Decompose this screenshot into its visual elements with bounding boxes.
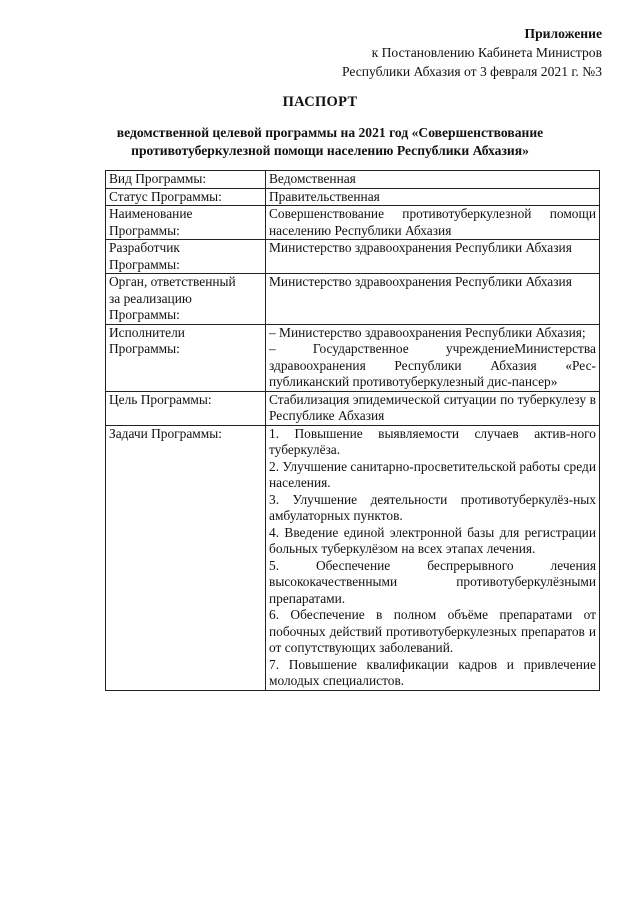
tasks-label: Задачи Программы: — [106, 425, 266, 690]
table-row — [106, 188, 600, 206]
status-label: Статус Программы: — [106, 188, 266, 206]
executors-value: – Министерство здравоохранения Республики Абхазия; – Государственное учреждениеМинистерства здравоохранения Республики Абхазия «Рес-публиканский противотуберкулезный дис-пансер» — [266, 324, 600, 391]
executors-label: Исполнители Программы: — [106, 324, 266, 391]
developer-value: Министерство здравоохранения Республики Абхазия — [266, 240, 600, 274]
table-row — [106, 391, 600, 425]
table-row — [106, 324, 600, 391]
subtitle-line-2: противотуберкулезной помощи населению Республики Абхазия» — [131, 143, 529, 158]
status-value: Правительственная — [266, 188, 600, 206]
task-item: 7. Повышение квалификации кадров и привлечение молодых специалистов. — [269, 656, 596, 688]
document-subtitle — [60, 124, 600, 160]
task-item: 3. Улучшение деятельности противотуберкулёз-ных амбулаторных пунктов. — [269, 491, 596, 523]
table-row — [106, 274, 600, 325]
table-row — [106, 206, 600, 240]
task-item: 4. Введение единой электронной базы для регистрации больных туберкулёзом на всех этапах лечения. — [269, 524, 596, 556]
name-value: Совершенствование противотуберкулезной помощи населению Республики Абхазия — [266, 206, 600, 240]
developer-label: Разработчик Программы: — [106, 240, 266, 274]
task-item: 1. Повышение выявляемости случаев актив-ного туберкулёза. — [269, 425, 596, 457]
subtitle-line-1: ведомственной целевой программы на 2021 год «Совершенствование — [116, 125, 544, 140]
table-row — [106, 425, 600, 690]
task-item: 2. Улучшение санитарно-просветительской работы среди населения. — [269, 458, 596, 490]
name-label: Наименование Программы: — [106, 206, 266, 240]
task-item: 5. Обеспечение беспрерывного лечения высококачественными противотуберкулёзными препаратами. — [269, 557, 596, 606]
appendix-line-2: Республики Абхазия от 3 февраля 2021 г. №3 — [341, 64, 602, 79]
responsible-value: Министерство здравоохранения Республики Абхазия — [266, 274, 600, 325]
responsible-label: Орган, ответственный за реализацию Программы: — [106, 274, 266, 325]
goal-value: Стабилизация эпидемической ситуации по туберкулезу в Республике Абхазия — [266, 391, 600, 425]
table-row — [106, 240, 600, 274]
goal-label: Цель Программы: — [106, 391, 266, 425]
passport-table — [105, 170, 600, 691]
table-row — [106, 171, 600, 189]
document-title: ПАСПОРТ — [282, 94, 358, 110]
type-label: Вид Программы: — [106, 171, 266, 189]
task-item: 6. Обеспечение в полном объёме препаратами от побочных действий противотуберкулезных препаратов и от сопутствующих заболеваний. — [269, 607, 596, 655]
appendix-line-1: к Постановлению Кабинета Министров — [371, 45, 602, 60]
appendix-title: Приложение — [524, 26, 602, 41]
type-value: Ведомственная — [266, 171, 600, 189]
tasks-list — [266, 425, 600, 690]
appendix-header — [202, 24, 602, 81]
